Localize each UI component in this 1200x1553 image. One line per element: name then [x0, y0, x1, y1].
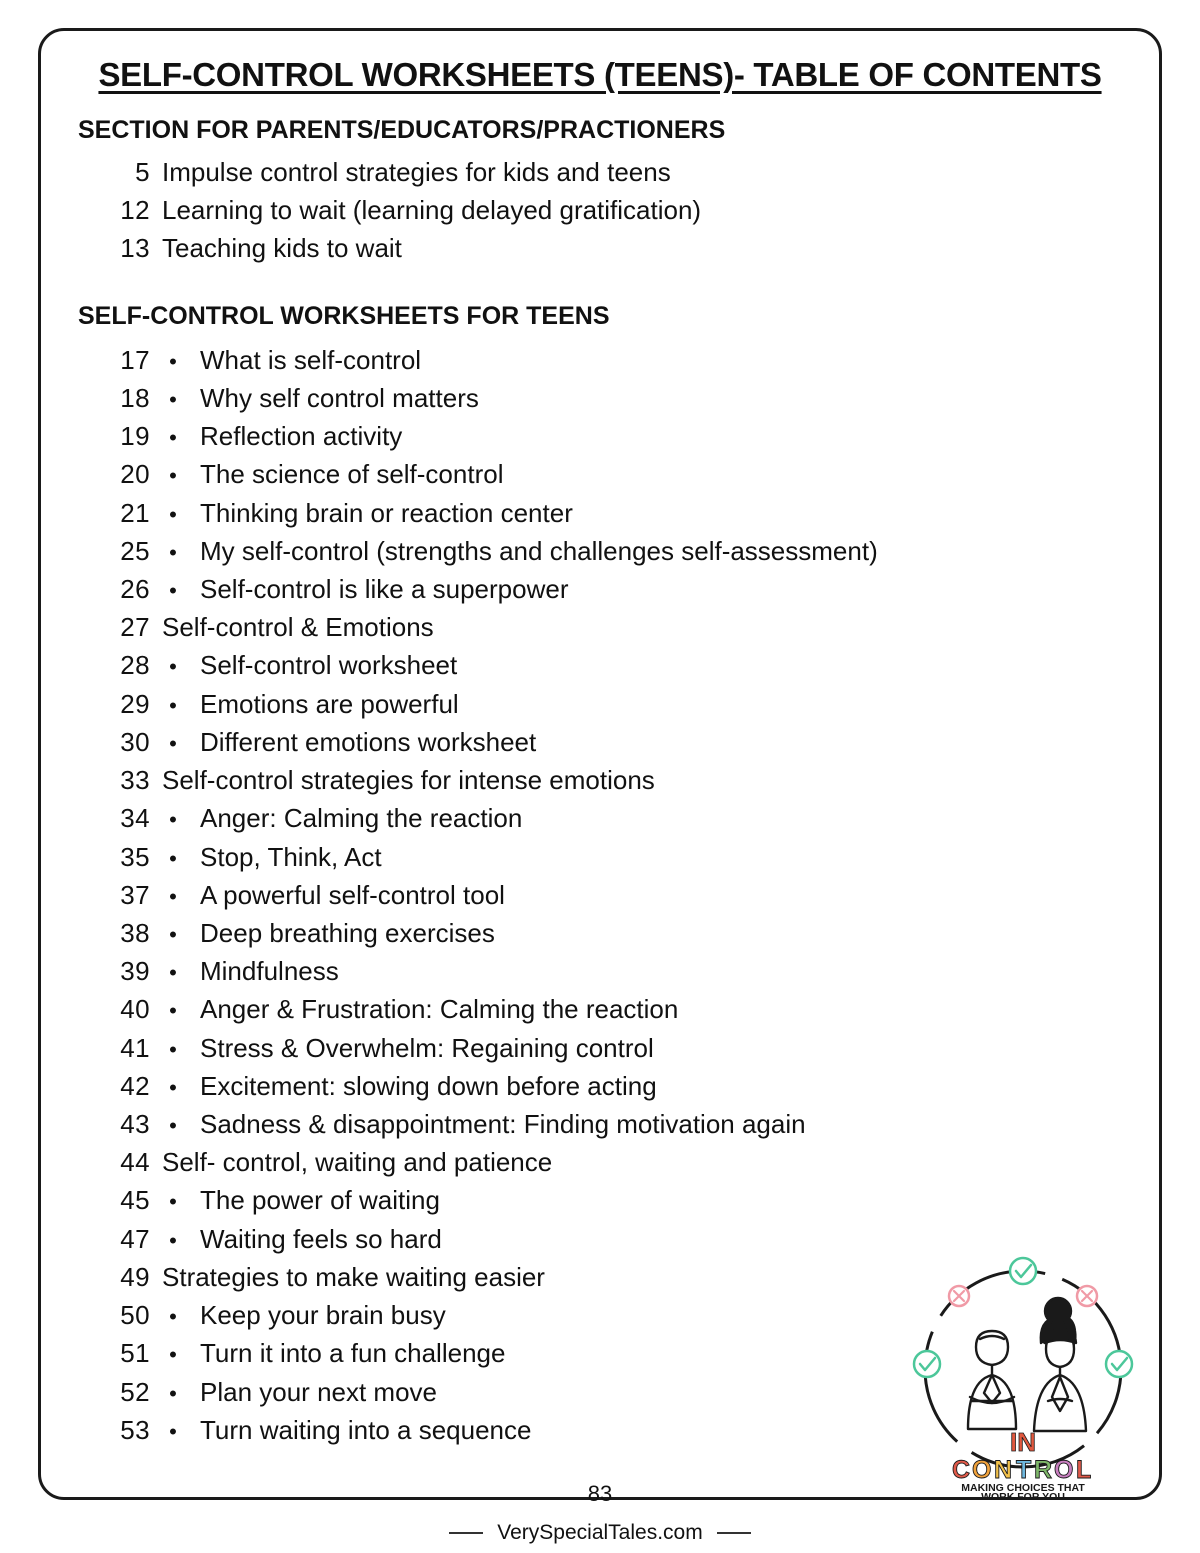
list-item[interactable]	[60, 1105, 1140, 1143]
entry-page-number: 40	[120, 994, 150, 1025]
svg-text:N: N	[994, 1456, 1013, 1484]
entry-page-number: 26	[120, 573, 150, 604]
bullet-icon: •	[169, 501, 177, 527]
entry-page-number: 13	[120, 233, 150, 264]
entry-label: Mindfulness	[200, 956, 339, 987]
list-item[interactable]	[60, 761, 1140, 799]
section-heading-worksheets: SELF-CONTROL WORKSHEETS FOR TEENS	[78, 301, 610, 330]
svg-text:O: O	[972, 1456, 992, 1484]
list-item[interactable]	[60, 379, 1140, 417]
entry-label: Self-control strategies for intense emotions	[162, 765, 655, 796]
entry-label: Excitement: slowing down before acting	[200, 1070, 657, 1101]
check-icon-top	[1010, 1258, 1036, 1284]
svg-text:C: C	[952, 1456, 971, 1484]
bullet-icon: •	[169, 883, 177, 909]
bullet-icon: •	[169, 1036, 177, 1062]
bullet-icon: •	[169, 1113, 177, 1139]
toc-list-parents	[60, 153, 1140, 268]
entry-label: My self-control (strengths and challenges self-assessment)	[200, 535, 878, 566]
entry-label: What is self-control	[200, 344, 422, 375]
entry-page-number: 28	[120, 650, 150, 681]
entry-page-number: 19	[120, 421, 150, 452]
entry-label: Deep breathing exercises	[200, 917, 495, 948]
entry-page-number: 42	[120, 1070, 150, 1101]
check-icon-right	[1106, 1351, 1132, 1377]
entry-page-number: 37	[120, 879, 150, 910]
bullet-icon: •	[169, 1074, 177, 1100]
bullet-icon: •	[169, 1380, 177, 1406]
svg-text:R: R	[1034, 1456, 1053, 1484]
entry-page-number: 41	[120, 1032, 150, 1063]
entry-page-number: 34	[120, 803, 150, 834]
bullet-icon: •	[169, 654, 177, 680]
bullet-icon: •	[169, 1189, 177, 1215]
list-item[interactable]	[60, 532, 1140, 570]
list-item[interactable]	[60, 876, 1140, 914]
entry-label: Keep your brain busy	[200, 1300, 446, 1331]
entry-page-number: 20	[120, 459, 150, 490]
entry-page-number: 35	[120, 841, 150, 872]
bullet-icon: •	[169, 921, 177, 947]
bullet-icon: •	[169, 425, 177, 451]
list-item[interactable]	[60, 685, 1140, 723]
entry-page-number: 53	[120, 1414, 150, 1445]
list-item[interactable]	[60, 1029, 1140, 1067]
list-item[interactable]	[60, 990, 1140, 1028]
svg-text:L: L	[1076, 1456, 1092, 1484]
list-item[interactable]	[60, 417, 1140, 455]
entry-label: Plan your next move	[200, 1376, 438, 1407]
entry-label: Anger & Frustration: Calming the reaction	[200, 994, 679, 1025]
bullet-icon: •	[169, 845, 177, 871]
entry-label: Turn waiting into a sequence	[200, 1414, 532, 1445]
entry-label: Anger: Calming the reaction	[200, 803, 523, 834]
bullet-icon: •	[169, 463, 177, 489]
entry-label: Self-control & Emotions	[162, 612, 434, 643]
entry-label: Different emotions worksheet	[200, 726, 537, 757]
entry-page-number: 29	[120, 688, 150, 719]
list-item[interactable]	[60, 341, 1140, 379]
svg-text:T: T	[1016, 1456, 1032, 1484]
bullet-icon: •	[169, 1227, 177, 1253]
entry-label: Stop, Think, Act	[200, 841, 382, 872]
bullet-icon: •	[169, 348, 177, 374]
entry-page-number: 17	[120, 344, 150, 375]
list-item[interactable]	[60, 723, 1140, 761]
bullet-icon: •	[169, 577, 177, 603]
entry-page-number: 18	[120, 382, 150, 413]
entry-page-number: 30	[120, 726, 150, 757]
page-title: SELF-CONTROL WORKSHEETS (TEENS)- TABLE OF CONTENTS	[98, 56, 1102, 93]
entry-page-number: 25	[120, 535, 150, 566]
entry-label: Waiting feels so hard	[200, 1223, 442, 1254]
entry-label: Why self control matters	[200, 382, 479, 413]
check-icon-left	[914, 1351, 940, 1377]
entry-page-number: 51	[120, 1338, 150, 1369]
entry-page-number: 21	[120, 497, 150, 528]
entry-label: The science of self-control	[200, 459, 504, 490]
entry-label: Self- control, waiting and patience	[162, 1147, 553, 1178]
entry-page-number: 45	[120, 1185, 150, 1216]
entry-label: The power of waiting	[200, 1185, 440, 1216]
list-item[interactable]	[60, 608, 1140, 646]
svg-text:O: O	[1054, 1456, 1074, 1484]
document-content	[60, 48, 1140, 1449]
list-item[interactable]	[60, 1143, 1140, 1181]
girl-illustration	[1034, 1298, 1086, 1431]
bullet-icon: •	[169, 1342, 177, 1368]
entry-label: Thinking brain or reaction center	[200, 497, 573, 528]
bullet-icon: •	[169, 998, 177, 1024]
entry-page-number: 50	[120, 1300, 150, 1331]
boy-illustration	[968, 1331, 1016, 1429]
entry-label: Sadness & disappointment: Finding motivation again	[200, 1109, 806, 1140]
entry-page-number: 52	[120, 1376, 150, 1407]
entry-label: Reflection activity	[200, 421, 403, 452]
list-item[interactable]	[60, 1067, 1140, 1105]
list-item[interactable]	[60, 1181, 1140, 1219]
bullet-icon: •	[169, 386, 177, 412]
entry-label: Learning to wait (learning delayed gratification)	[162, 195, 702, 226]
list-item[interactable]	[60, 153, 1140, 191]
list-item[interactable]	[60, 570, 1140, 608]
entry-label: Strategies to make waiting easier	[162, 1261, 545, 1292]
logo-tagline-line1: MAKING CHOICES THAT	[961, 1482, 1085, 1494]
entry-page-number: 43	[120, 1109, 150, 1140]
entry-page-number: 33	[120, 765, 150, 796]
entry-label: Emotions are powerful	[200, 688, 459, 719]
entry-label: Self-control is like a superpower	[200, 573, 569, 604]
logo-word-control	[952, 1456, 1091, 1484]
section-parents	[60, 116, 1140, 268]
entry-page-number: 49	[120, 1261, 150, 1292]
list-item[interactable]	[60, 229, 1140, 267]
bullet-icon: •	[169, 807, 177, 833]
in-control-logo	[898, 1251, 1148, 1501]
entry-label: Impulse control strategies for kids and teens	[162, 157, 671, 187]
entry-page-number: 27	[120, 612, 150, 643]
list-item[interactable]	[60, 838, 1140, 876]
entry-label: Self-control worksheet	[200, 650, 458, 681]
footer-page-number: 83	[587, 1481, 613, 1506]
entry-label: Turn it into a fun challenge	[200, 1338, 506, 1369]
entry-page-number: 39	[120, 956, 150, 987]
bullet-icon: •	[169, 539, 177, 565]
entry-label: Stress & Overwhelm: Regaining control	[200, 1032, 654, 1063]
entry-page-number: 5	[135, 157, 150, 187]
list-item[interactable]	[60, 952, 1140, 990]
bullet-icon: •	[169, 730, 177, 756]
bullet-icon: •	[169, 960, 177, 986]
list-item[interactable]	[60, 494, 1140, 532]
footer-site-label: VerySpecialTales.com	[497, 1521, 703, 1544]
list-item[interactable]	[60, 799, 1140, 837]
bullet-icon: •	[169, 692, 177, 718]
entry-page-number: 38	[120, 917, 150, 948]
cross-icon-right	[1077, 1286, 1097, 1306]
entry-page-number: 12	[120, 195, 150, 226]
entry-label: Teaching kids to wait	[162, 233, 402, 264]
footer-rule-left	[449, 1532, 483, 1534]
entry-page-number: 47	[120, 1223, 150, 1254]
list-item[interactable]	[60, 914, 1140, 952]
section-heading-parents: SECTION FOR PARENTS/EDUCATORS/PRACTIONERS	[78, 116, 726, 144]
footer-site	[0, 1521, 1200, 1545]
logo-tagline-line2: WORK FOR YOU	[981, 1491, 1065, 1501]
list-item[interactable]	[60, 455, 1140, 493]
bullet-icon: •	[169, 1418, 177, 1444]
entry-page-number: 44	[120, 1147, 150, 1178]
list-item[interactable]	[60, 191, 1140, 229]
entry-label: A powerful self-control tool	[200, 879, 505, 910]
list-item[interactable]	[60, 646, 1140, 684]
logo-word-in: IN	[1010, 1427, 1036, 1457]
cross-icon-left	[949, 1286, 969, 1306]
bullet-icon: •	[169, 1304, 177, 1330]
footer-rule-right	[717, 1532, 751, 1534]
